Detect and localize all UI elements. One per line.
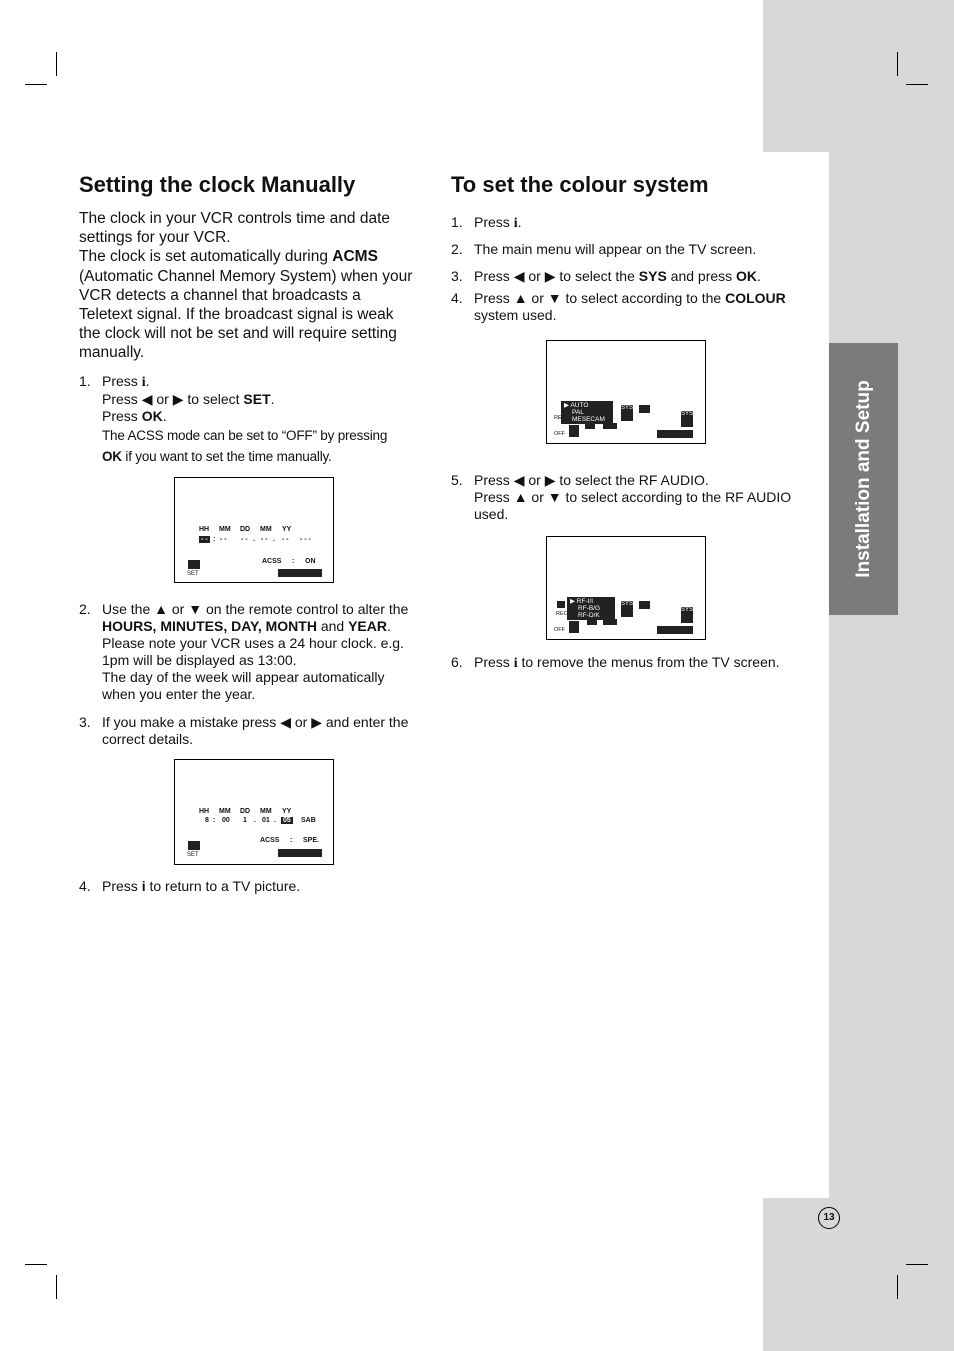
text: . (162, 408, 167, 424)
colour-system-screen (546, 340, 706, 444)
text: The clock is set automatically during (79, 248, 333, 266)
crop-mark (25, 1264, 47, 1265)
text: SYS (681, 411, 694, 417)
text: OK (736, 268, 758, 284)
text: REC (556, 611, 568, 617)
text: to return to a TV picture. (145, 878, 301, 894)
text: 1. (451, 214, 463, 230)
text: to select according to the RF AUDIO (561, 489, 792, 505)
text: OFF (554, 627, 565, 633)
text: The clock in your VCR controls time and date (79, 210, 390, 227)
text: ▲ (513, 489, 528, 505)
set-icon (188, 560, 200, 569)
text: : (292, 558, 295, 565)
text: ▶ (544, 268, 556, 284)
text: MM (260, 808, 272, 815)
text: 3. (79, 714, 91, 730)
text: ▲ (154, 601, 168, 617)
text: the clock will not be set and will require setting (79, 325, 397, 343)
text: 4. (451, 290, 463, 306)
text: The day of the week will appear automatically (102, 669, 385, 685)
text: ON (305, 558, 316, 565)
text: Press (474, 214, 514, 230)
set-icon (188, 841, 200, 850)
text: Press (102, 408, 142, 424)
text: to select the (555, 268, 639, 284)
clock-icon (603, 423, 617, 429)
text: - - - (300, 536, 311, 543)
text: 01 (262, 817, 270, 824)
text: Press (102, 391, 142, 407)
text: - - (201, 536, 208, 543)
text: 8 (205, 817, 209, 824)
text: Press (474, 654, 514, 670)
text: Please note your VCR uses a 24 hour clock. e.g. (102, 635, 404, 651)
navigation-keys-icon (657, 430, 693, 438)
page-number: 13 (818, 1207, 840, 1229)
text: DD (240, 526, 251, 533)
sys-icon (621, 405, 633, 421)
text: HH (199, 808, 210, 815)
text: - - (220, 536, 227, 543)
section-tab (829, 343, 898, 615)
crop-mark (25, 84, 47, 85)
text: i (513, 216, 518, 231)
text: manually. (79, 344, 145, 362)
text: SAB (301, 817, 316, 824)
text: ▶ RF-I/I (570, 598, 594, 605)
text: 2. (79, 601, 91, 617)
text: and enter the (321, 714, 409, 730)
text: PAL (572, 409, 584, 416)
navigation-keys-icon (278, 849, 322, 857)
text: OK (102, 449, 122, 464)
colour-system-menu (561, 401, 613, 424)
colour-step-4 (451, 290, 811, 324)
rf-audio-menu (567, 597, 615, 620)
text: (Automatic Channel Memory System) when your (79, 267, 413, 285)
text: HH (199, 526, 210, 533)
text: ▶ (544, 472, 556, 488)
tape-icon (569, 425, 579, 437)
text: - - (282, 536, 289, 543)
text: ▶ (172, 391, 184, 407)
colour-step-1 (451, 214, 811, 232)
section-tab-label: Installation and Setup (852, 380, 874, 578)
text: REC (554, 415, 566, 421)
text: to select (183, 391, 244, 407)
side-margin-top (763, 0, 954, 152)
text: : (213, 536, 216, 543)
text: system used. (474, 307, 557, 323)
arrow-icon (639, 405, 650, 413)
clock-screen-2 (174, 759, 334, 865)
text: MESECAM (572, 416, 605, 423)
text: SYS (638, 268, 667, 284)
side-margin-mid (829, 152, 954, 1198)
text: 1pm will be displayed as 13:00. (102, 652, 297, 668)
navigation-keys-icon (657, 626, 693, 634)
text: 00 (222, 817, 230, 824)
text: or (524, 268, 545, 284)
text: ▼ (547, 290, 562, 306)
arrow-icon (639, 601, 650, 609)
text: COLOUR (725, 290, 786, 306)
text: - - (241, 536, 248, 543)
clock-step-3 (79, 714, 429, 748)
text: 1. (79, 373, 91, 389)
text: SET (243, 391, 271, 407)
text: SYS (621, 601, 634, 607)
text: Press (474, 290, 514, 306)
text: . (274, 817, 276, 824)
text: . (145, 373, 150, 389)
text: MM (219, 526, 231, 533)
text: when you enter the year. (102, 686, 256, 702)
text: 3. (451, 268, 463, 284)
text: Press (102, 878, 142, 894)
side-margin-bottom (763, 1198, 954, 1351)
text: VCR detects a channel that broadcasts a (79, 286, 361, 304)
clock-icon (603, 619, 617, 625)
text: or (168, 601, 189, 617)
text: YEAR (348, 618, 387, 634)
text: ◀ (513, 472, 525, 488)
text: or (290, 714, 312, 730)
text: . (757, 268, 761, 284)
crop-mark (897, 1275, 898, 1299)
text: . (387, 618, 391, 634)
crop-mark (56, 52, 57, 76)
text: . (517, 214, 522, 230)
text: SYS (621, 405, 634, 411)
colour-step-3 (451, 268, 811, 285)
text: . (270, 391, 275, 407)
rf-audio-screen (546, 536, 706, 640)
text: ◀ (280, 714, 291, 730)
colour-section-title: To set the colour system (451, 172, 709, 197)
text: Press (474, 268, 514, 284)
text: . (254, 817, 256, 824)
text: YY (282, 526, 292, 533)
text: RF-B/G (578, 605, 601, 612)
text: OK (141, 408, 163, 424)
text: 5. (451, 472, 463, 488)
text: HOURS, MINUTES, DAY, MONTH (102, 618, 317, 634)
text: . (273, 536, 275, 543)
text: ◀ (141, 391, 153, 407)
crop-mark (906, 1264, 928, 1265)
clock-screen-1 (174, 477, 334, 583)
tape-icon (569, 621, 579, 633)
text: MM (260, 526, 272, 533)
text: MM (219, 808, 231, 815)
text: ACSS (260, 837, 280, 844)
text: Press (474, 472, 514, 488)
text: and (316, 618, 349, 634)
text: or (524, 472, 545, 488)
text: . (253, 536, 255, 543)
colour-step-5 (451, 472, 811, 523)
text: 6. (451, 654, 463, 670)
text: SYS (681, 607, 694, 613)
text: or (527, 489, 548, 505)
text: If you make a mistake press (102, 714, 281, 730)
text: RF-D/K (578, 612, 600, 619)
text: to remove the menus from the TV screen. (517, 654, 780, 670)
text: to select according to the (561, 290, 726, 306)
clock-step-2 (79, 601, 429, 703)
info-icon (557, 601, 565, 608)
text: - - (261, 536, 268, 543)
text: ▶ (311, 714, 322, 730)
text: Use the (102, 601, 155, 617)
crop-mark (897, 52, 898, 76)
text: Press (102, 373, 142, 389)
text: ACSS (262, 558, 282, 565)
text: DD (240, 808, 251, 815)
text: used. (474, 506, 509, 522)
tv-icon (585, 423, 595, 429)
text: settings for your VCR. (79, 229, 231, 247)
text: The main menu will appear on the TV screen. (474, 241, 757, 257)
text: ▶ AUTO (564, 402, 589, 409)
text: or (152, 391, 173, 407)
clock-step-1 (79, 373, 429, 465)
sys-icon (681, 411, 693, 427)
crop-mark (56, 1275, 57, 1299)
text: Press (474, 489, 514, 505)
text: ▲ (513, 290, 528, 306)
text: SPE. (303, 837, 319, 844)
text: : (213, 817, 216, 824)
text: and press (666, 268, 737, 284)
clock-intro (79, 209, 435, 363)
text: YY (282, 808, 292, 815)
text: correct details. (102, 731, 194, 747)
text: on the remote control to alter the (202, 601, 409, 617)
text: 1 (243, 817, 247, 824)
text: : (290, 837, 293, 844)
text: 05 (283, 817, 291, 824)
text: if you want to set the time manually. (121, 449, 332, 464)
text: ◀ (513, 268, 525, 284)
text: i (141, 375, 146, 390)
text: OFF (554, 431, 565, 437)
text: The ACSS mode can be set to “OFF” by pressing (102, 428, 388, 443)
text: SET (187, 571, 199, 577)
colour-step-6 (451, 654, 811, 672)
text: 4. (79, 878, 91, 894)
text: ACMS (332, 248, 378, 266)
text: Teletext signal. If the broadcast signal is weak (79, 306, 394, 324)
text: SET (187, 852, 199, 858)
text: ▼ (188, 601, 203, 617)
colour-step-2 (451, 241, 811, 258)
text: ▼ (547, 489, 562, 505)
sys-icon (621, 601, 633, 617)
crop-mark (906, 84, 928, 85)
clock-step-4 (79, 878, 429, 895)
navigation-keys-icon (278, 569, 322, 577)
text: to select the RF AUDIO. (555, 472, 709, 488)
sys-icon (681, 607, 693, 623)
text: 2. (451, 241, 463, 257)
text: i (141, 878, 146, 894)
text: or (527, 290, 548, 306)
text: i (513, 656, 518, 671)
tv-icon (587, 619, 597, 625)
clock-section-title: Setting the clock Manually (79, 172, 356, 197)
